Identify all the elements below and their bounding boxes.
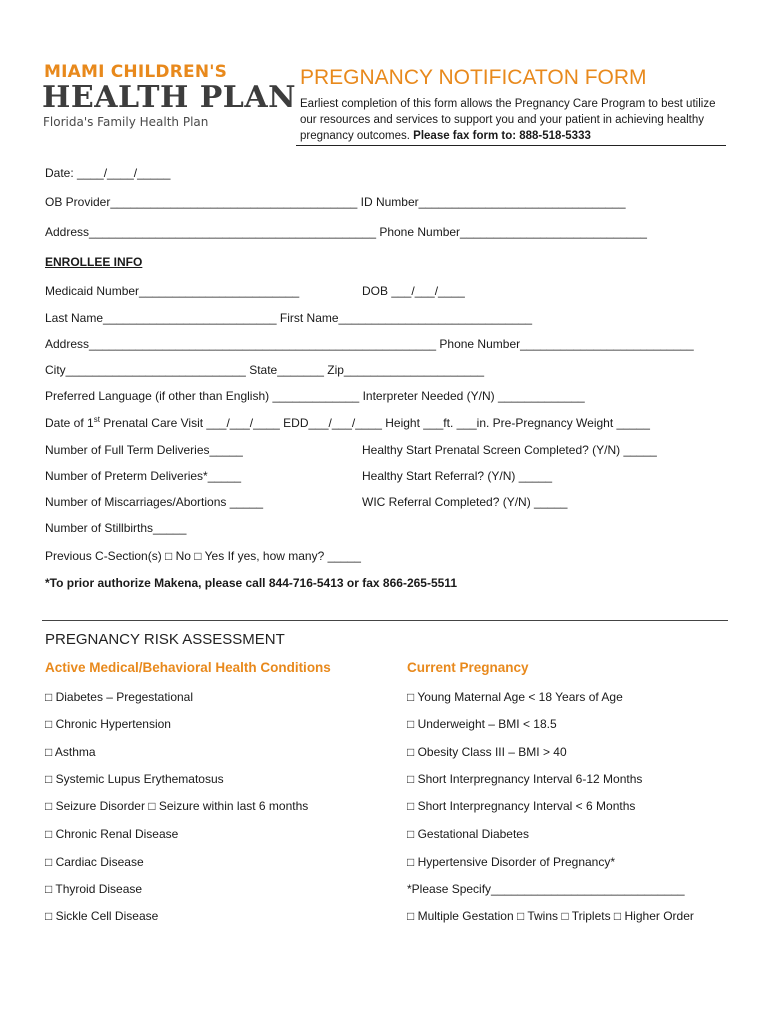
specify-field[interactable]: *Please Specify_____________________________ <box>407 882 685 896</box>
risk-item-right[interactable]: □ Young Maternal Age < 18 Years of Age <box>407 690 623 704</box>
fax-line: Please fax form to: 888-518-5333 <box>413 130 591 142</box>
risk-heading: PREGNANCY RISK ASSESSMENT <box>45 631 285 648</box>
name-field[interactable]: Last Name__________________________ First Name_____________________________ <box>45 311 533 325</box>
csection-field[interactable]: Previous C-Section(s) □ No □ Yes If yes, how many? _____ <box>45 549 361 563</box>
provider-address-field[interactable]: Address___________________________________________ Phone Number____________________________ <box>45 225 647 239</box>
logo-line-2: HEALTH PLAN <box>42 80 297 115</box>
header-rule <box>296 145 726 146</box>
medicaid-field[interactable]: Medicaid Number________________________ <box>45 284 300 298</box>
risk-item-left[interactable]: □ Sickle Cell Disease <box>45 909 159 923</box>
enrollee-info-heading: ENROLLEE INFO <box>45 255 143 269</box>
dob-field[interactable]: DOB ___/___/____ <box>362 284 465 298</box>
risk-item-left[interactable]: □ Thyroid Disease <box>45 882 143 896</box>
risk-item-right[interactable]: □ Underweight – BMI < 18.5 <box>407 717 557 731</box>
risk-item-right[interactable]: □ Gestational Diabetes <box>407 827 529 841</box>
prenatal-visit-field[interactable] <box>45 415 650 430</box>
intro-text <box>300 96 730 144</box>
prenatal-label-start: Date of 1 <box>45 416 94 430</box>
risk-item-left[interactable]: □ Cardiac Disease <box>45 855 144 869</box>
wic-field[interactable]: WIC Referral Completed? (Y/N) _____ <box>362 495 568 509</box>
preterm-field[interactable]: Number of Preterm Deliveries*_____ <box>45 469 242 483</box>
logo-tagline: Florida's Family Health Plan <box>43 115 209 129</box>
ob-provider-field[interactable]: OB Provider_____________________________________ ID Number_______________________________ <box>45 195 626 209</box>
risk-item-right[interactable]: □ Multiple Gestation □ Twins □ Triplets □ Higher Order <box>407 909 694 923</box>
col1-title: Active Medical/Behavioral Health Conditions <box>45 660 331 675</box>
enrollee-address-field[interactable]: Address____________________________________________________ Phone Number__________________________ <box>45 337 694 351</box>
risk-item-left[interactable]: □ Diabetes – Pregestational <box>45 690 194 704</box>
date-field[interactable]: Date: ____/____/_____ <box>45 166 171 180</box>
risk-item-right[interactable]: □ Short Interpregnancy Interval 6-12 Months <box>407 772 643 786</box>
risk-item-left[interactable]: □ Chronic Renal Disease <box>45 827 179 841</box>
risk-item-left[interactable]: □ Systemic Lupus Erythematosus <box>45 772 224 786</box>
risk-item-left[interactable]: □ Asthma <box>45 745 96 759</box>
form-title: PREGNANCY NOTIFICATON FORM <box>300 66 647 89</box>
miscarriages-field[interactable]: Number of Miscarriages/Abortions _____ <box>45 495 264 509</box>
city-field[interactable]: City___________________________ State_______ Zip_____________________ <box>45 363 485 377</box>
risk-item-left[interactable]: □ Chronic Hypertension <box>45 717 171 731</box>
prenatal-sup: st <box>93 415 100 424</box>
risk-item-left[interactable]: □ Seizure Disorder □ Seizure within last 6 months <box>45 799 309 813</box>
stillbirths-field[interactable]: Number of Stillbirths_____ <box>45 521 187 535</box>
language-field[interactable]: Preferred Language (if other than English) _____________ Interpreter Needed (Y/N) _____________ <box>45 389 585 403</box>
prenatal-label-end: Prenatal Care Visit ___/___/____ EDD___/___/____ Height ___ft. ___in. Pre-Pregnancy Weight _____ <box>99 416 650 430</box>
col2-title: Current Pregnancy <box>407 660 529 675</box>
intro-body: Earliest completion of this form allows the Pregnancy Care Program to best utilize our resources and services to support you and your patient in achieving healthy pregnancy outcomes. <box>300 98 716 142</box>
risk-item-right[interactable]: □ Obesity Class III – BMI > 40 <box>407 745 567 759</box>
full-term-field[interactable]: Number of Full Term Deliveries_____ <box>45 443 243 457</box>
logo-line-1: MIAMI CHILDREN'S <box>44 62 228 82</box>
screen-field[interactable]: Healthy Start Prenatal Screen Completed? (Y/N) _____ <box>362 443 657 457</box>
makena-note: *To prior authorize Makena, please call 844-716-5413 or fax 866-265-5511 <box>45 576 457 590</box>
risk-item-right[interactable]: □ Hypertensive Disorder of Pregnancy* <box>407 855 616 869</box>
section-divider <box>42 620 728 621</box>
referral-field[interactable]: Healthy Start Referral? (Y/N) _____ <box>362 469 553 483</box>
risk-item-right[interactable]: □ Short Interpregnancy Interval < 6 Months <box>407 799 636 813</box>
